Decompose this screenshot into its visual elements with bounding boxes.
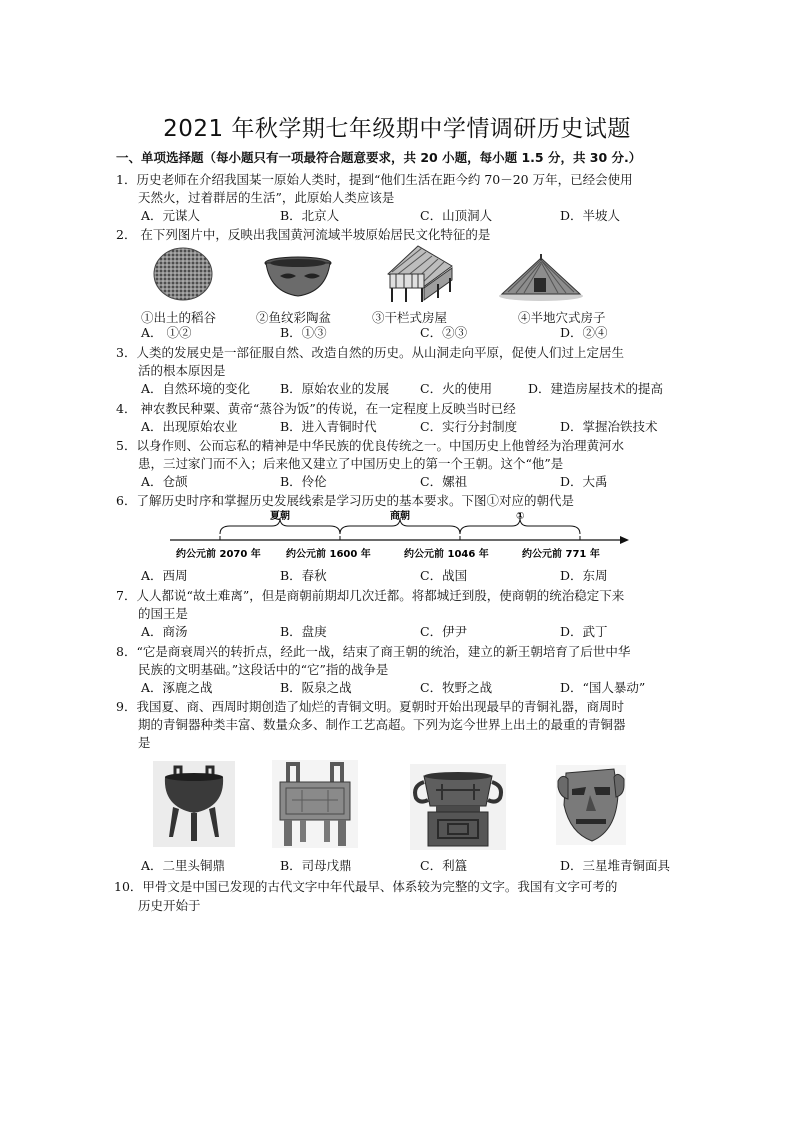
- q3-option-d[interactable]: D．建造房屋技术的提高: [528, 381, 664, 396]
- timeline-period-unknown: ①: [516, 511, 525, 522]
- q10-line-2: 历史开始于: [138, 898, 201, 913]
- q3-line-2: 活的根本原因是: [138, 363, 226, 378]
- q9-line-1: 9．我国夏、商、西周时期创造了灿烂的青铜文明。夏朝时开始出现最早的青铜礼器，商周时: [116, 699, 624, 714]
- q1-line-2: 天然火，过着群居的生活”，此原始人类应该是: [138, 190, 395, 205]
- q5-option-d[interactable]: D．大禹: [560, 474, 608, 489]
- q3-option-c[interactable]: C．火的使用: [420, 381, 493, 396]
- q7-option-c[interactable]: C．伊尹: [420, 624, 468, 639]
- q2-caption-1: ①出土的稻谷: [141, 310, 217, 325]
- q9-line-2: 期的青铜器种类丰富、数量众多、制作工艺高超。下列为迄今世界上出土的最重的青铜器: [138, 717, 626, 732]
- semi-subterranean-house-image: [498, 252, 584, 302]
- q4-line-1: 4． 神农教民种粟、黄帝“蒸谷为饭”的传说，在一定程度上反映当时已经: [116, 401, 516, 416]
- q2-option-b[interactable]: B．①③: [280, 325, 327, 340]
- q1-option-b[interactable]: B．北京人: [280, 208, 340, 223]
- q6-option-a[interactable]: A．西周: [141, 568, 188, 583]
- q8-line-1: 8．“它是商衰周兴的转折点，经此一战，结束了商王朝的统治，建立的新王朝培育了后世中华: [116, 644, 631, 659]
- q4-option-d[interactable]: D．掌握冶铁技术: [560, 419, 658, 434]
- q10-line-1: 10．甲骨文是中国已发现的古代文字中年代最早、体系较为完整的文字。我国有文字可考的: [114, 879, 618, 894]
- q3-option-a[interactable]: A．自然环境的变化: [141, 381, 251, 396]
- q2-line-1: 2． 在下列图片中，反映出我国黄河流域半坡原始居民文化特征的是: [116, 227, 491, 242]
- q7-line-1: 7．人人都说“故土难离”，但是商朝前期却几次迁都。将都城迁到殷，使商朝的统治稳定下来: [116, 588, 625, 603]
- q7-option-a[interactable]: A．商汤: [141, 624, 188, 639]
- q8-option-c[interactable]: C．牧野之战: [420, 680, 493, 695]
- q2-caption-3: ③干栏式房屋: [372, 310, 448, 325]
- q8-option-a[interactable]: A．涿鹿之战: [141, 680, 213, 695]
- section-heading: 一、单项选择题（每小题只有一项最符合题意要求，共 20 小题，每小题 1.5 分，共 30 分.）: [116, 150, 642, 165]
- stilt-house-image: [378, 244, 460, 304]
- erlitou-bronze-ding-image: [153, 761, 235, 847]
- sanxingdui-bronze-mask-image: [556, 765, 626, 845]
- q4-option-a[interactable]: A．出现原始农业: [141, 419, 238, 434]
- q7-line-2: 的国王是: [138, 606, 189, 621]
- timeline-date-2: 约公元前 1600 年: [286, 549, 371, 560]
- q3-line-1: 3．人类的发展史是一部征服自然、改造自然的历史。从山洞走向平原，促使人们过上定居生: [116, 345, 624, 360]
- q6-option-c[interactable]: C．战国: [420, 568, 468, 583]
- q1-option-d[interactable]: D．半坡人: [560, 208, 621, 223]
- q9-option-d[interactable]: D．三星堆青铜面具: [560, 858, 671, 873]
- q2-option-d[interactable]: D．②④: [560, 325, 608, 340]
- q5-option-a[interactable]: A．仓颉: [141, 474, 188, 489]
- fish-pattern-pottery-basin-image: [264, 256, 332, 298]
- q1-line-1: 1．历史老师在介绍我国某一原始人类时，提到“他们生活在距今约 70－20 万年，已经会使用: [116, 172, 633, 187]
- timeline-period-xia: 夏朝: [270, 511, 290, 522]
- rice-grain-image: [152, 246, 214, 302]
- q8-line-2: 民族的文明基础。”这段话中的“它”指的战争是: [138, 662, 389, 677]
- q2-option-c[interactable]: C．②③: [420, 325, 468, 340]
- q2-option-a[interactable]: A． ①②: [141, 325, 192, 340]
- q5-line-1: 5．以身作则、公而忘私的精神是中华民族的优良传统之一。中国历史上他曾经为治理黄河水: [116, 438, 624, 453]
- timeline-date-4: 约公元前 771 年: [522, 549, 600, 560]
- simuwu-ding-image: [272, 760, 358, 848]
- q9-option-a[interactable]: A．二里头铜鼎: [141, 858, 226, 873]
- q7-option-b[interactable]: B．盘庚: [280, 624, 327, 639]
- q9-option-c[interactable]: C．利簋: [420, 858, 468, 873]
- q5-line-2: 患，三过家门而不入；后来他又建立了中国历史上的第一个王朝。这个“他”是: [138, 456, 564, 471]
- page-title: 2021 年秋学期七年级期中学情调研历史试题: [163, 116, 631, 142]
- q2-caption-4: ④半地穴式房子: [518, 310, 606, 325]
- q8-option-d[interactable]: D．“国人暴动”: [560, 680, 646, 695]
- q7-option-d[interactable]: D．武丁: [560, 624, 608, 639]
- timeline-date-1: 约公元前 2070 年: [176, 549, 261, 560]
- q3-option-b[interactable]: B．原始农业的发展: [280, 381, 390, 396]
- q1-option-c[interactable]: C．山顶洞人: [420, 208, 493, 223]
- q5-option-b[interactable]: B．伶伦: [280, 474, 327, 489]
- q8-option-b[interactable]: B．阪泉之战: [280, 680, 352, 695]
- q2-caption-2: ②鱼纹彩陶盆: [256, 310, 332, 325]
- q9-option-b[interactable]: B．司母戊鼎: [280, 858, 352, 873]
- q1-option-a[interactable]: A．元谋人: [141, 208, 201, 223]
- q6-option-b[interactable]: B．春秋: [280, 568, 327, 583]
- q6-line-1: 6．了解历史时序和掌握历史发展线索是学习历史的基本要求。下图①对应的朝代是: [116, 493, 574, 508]
- q4-option-c[interactable]: C．实行分封制度: [420, 419, 518, 434]
- dynasty-timeline: [170, 510, 630, 564]
- q9-line-3: 是: [138, 735, 151, 750]
- q5-option-c[interactable]: C．嫘祖: [420, 474, 468, 489]
- timeline-date-3: 约公元前 1046 年: [404, 549, 489, 560]
- q4-option-b[interactable]: B．进入青铜时代: [280, 419, 377, 434]
- q6-option-d[interactable]: D．东周: [560, 568, 608, 583]
- timeline-period-shang: 商朝: [390, 511, 410, 522]
- li-gui-image: [410, 764, 506, 850]
